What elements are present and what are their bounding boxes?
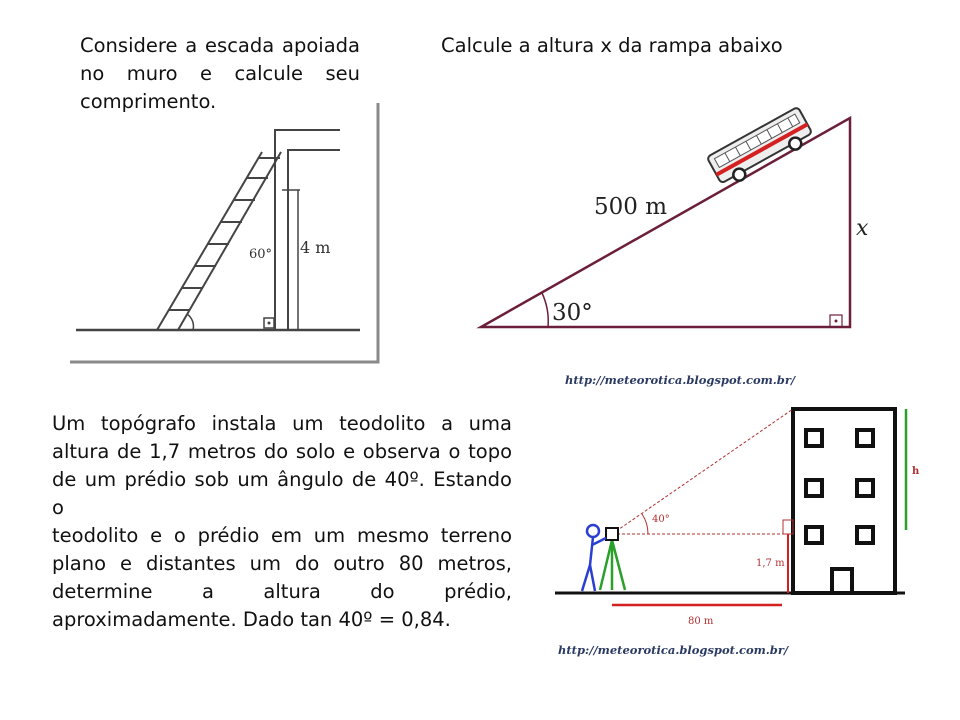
distance-label: 80 m — [688, 616, 714, 627]
ladder-problem-line: Considere a escada apoiada — [80, 34, 360, 57]
ladder-angle-arc — [187, 314, 193, 330]
theodolite-angle-label: 40° — [652, 514, 670, 525]
ramp-angle-arc — [542, 293, 548, 327]
ladder-problem-line: no muro e calcule seu — [80, 62, 360, 85]
ladder-frame-edge — [70, 103, 378, 362]
building — [793, 409, 895, 593]
ramp-problem-line: Calcule a altura x da rampa abaixo — [441, 34, 783, 57]
ladder-problem-line: comprimento. — [80, 90, 217, 113]
theodolite-icon — [606, 528, 618, 540]
building-height-label: h — [912, 466, 920, 477]
theodolite-problem-line: teodolito e o prédio em um mesmo terreno — [52, 524, 512, 547]
theodolite-figure — [555, 409, 920, 657]
instrument-height-label: 1,7 m — [756, 558, 785, 569]
theodolite-problem-line: aproximadamente. Dado tan 40º = 0,84. — [52, 608, 451, 631]
line-of-sight — [612, 409, 793, 534]
ramp-angle-label: 30° — [552, 300, 593, 326]
ladder-rail-left — [157, 152, 262, 330]
ramp-hypotenuse-label: 500 m — [594, 194, 668, 220]
theodolite-problem-line: Um topógrafo instala um teodolito a uma — [52, 412, 512, 435]
ramp-figure — [481, 107, 869, 387]
theodolite-problem-line: de um prédio sob um ângulo de 40º. Estando o — [52, 468, 512, 519]
theodolite-problem-line: plano e distantes um do outro 80 metros, — [52, 552, 512, 575]
ramp-source-url: http://meteorotica.blogspot.com.br/ — [565, 373, 796, 387]
ramp-height-label: x — [856, 216, 869, 241]
ladder-height-label: 4 m — [300, 238, 331, 257]
bus-icon — [707, 107, 816, 190]
theodolite-problem-line: determine a altura do prédio, — [52, 580, 512, 603]
wall — [275, 130, 340, 330]
theodolite-source-url: http://meteorotica.blogspot.com.br/ — [558, 643, 789, 657]
ladder-angle-label: 60° — [249, 247, 273, 262]
ladder-figure — [70, 103, 378, 362]
theodolite-problem-line: altura de 1,7 metros do solo e observa o topo — [52, 440, 512, 463]
theodolite-tripod — [600, 540, 625, 590]
